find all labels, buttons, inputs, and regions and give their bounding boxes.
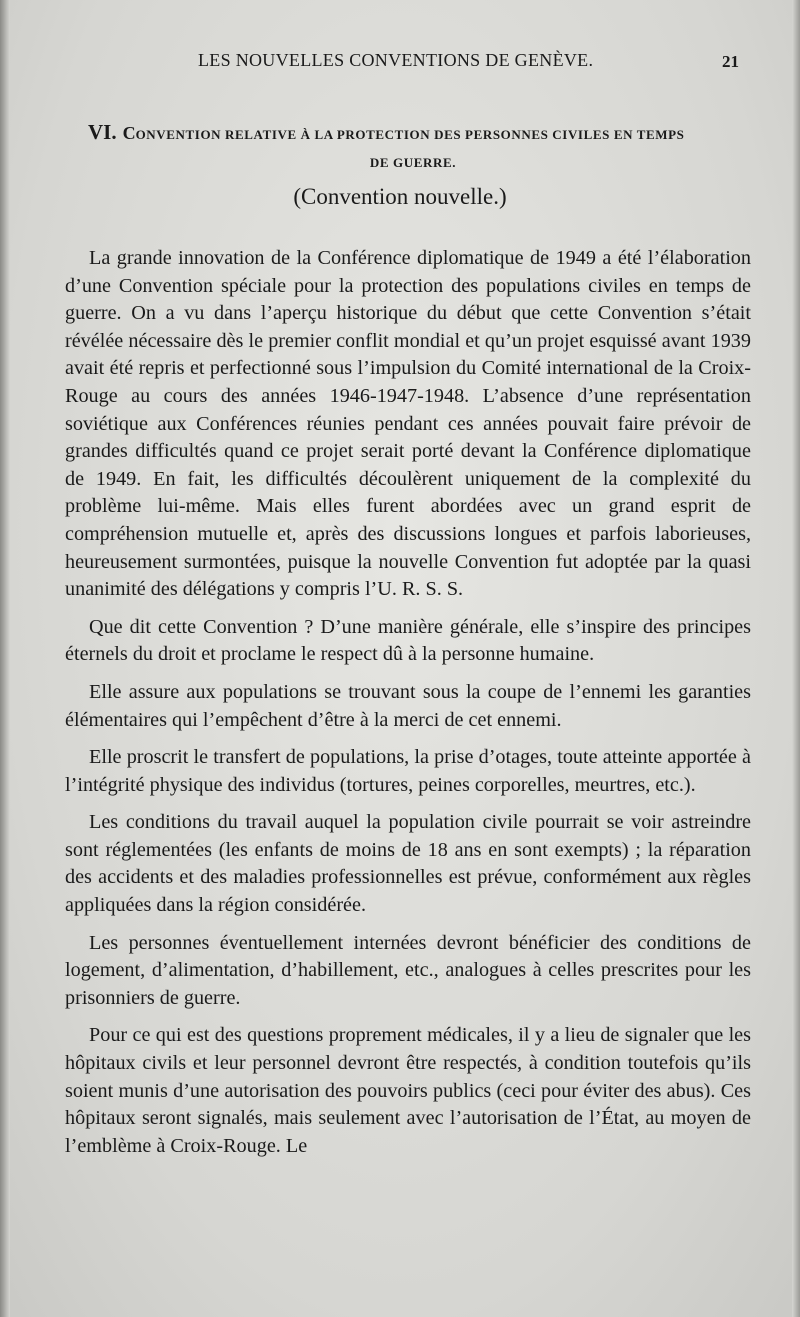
paragraph: La grande innovation de la Conférence diplomatique de 1949 a été l’élaboration d’une Convention spéciale pour la protection des populations civiles en temps de guerre. On a vu dans l’aperçu historique du début que cette Convention s’était révélée nécessaire dès le premier conflit mondial et qu’un projet esquissé avant 1939 avait été repris et perfectionné sous l’impulsion du Comité international de la Croix-Rouge au cours des années 1946-1947-1948. L’absence d’une représentation soviétique aux Conférences réunies pendant ces années pouvait faire prévoir de grandes difficultés quand ce projet serait porté devant la Conférence diplomatique de 1949. En fait, les difficultés découlèrent uniquement de la complexité du problème lui-même. Mais elles furent abordées avec un grand esprit de compréhension mutuelle et, après des discussions longues et parfois laborieuses, heureusement surmontées, puisque la nouvelle Convention fut adoptée par la quasi unanimité des délégations y compris l’U. R. S. S. (65, 247, 751, 601)
paragraph: Les conditions du travail auquel la population civile pourrait se voir astreindre sont réglementées (les enfants de moins de 18 ans en sont exempts) ; la réparation des accidents et des maladies professionnelles est prévue, conformément aux règles appliquées dans la région considérée. (65, 811, 751, 917)
paragraph: Les personnes éventuellement internées devront bénéficier des conditions de logement, d’alimentation, d’habillement, etc., analogues à celles prescrites pour les prisonniers de guerre. (65, 931, 751, 1009)
section-number: VI. (88, 120, 117, 144)
section-title-line1: ONVENTION RELATIVE À LA PROTECTION DES PERSONNES CIVILES EN TEMPS (135, 127, 685, 142)
body-text (65, 245, 751, 1170)
paragraph: Que dit cette Convention ? D’une manière générale, elle s’inspire des principes éternels du droit et proclame le respect dû à la personne humaine. (65, 615, 751, 666)
paragraph: Pour ce qui est des questions proprement médicales, il y a lieu de signaler que les hôpitaux civils et leur personnel devront être respectés, à condition toutefois qu’ils soient munis d’une autorisation des pouvoirs publics (ceci pour éviter des abus). Ces hôpitaux seront signalés, mais seulement avec l’autorisation de l’État, au moyen de l’emblème à Croix-Rouge. Le (65, 1024, 751, 1157)
page-number: 21 (722, 52, 739, 71)
paragraph: Elle assure aux populations se trouvant sous la coupe de l’ennemi les garanties élémentaires qui l’empêchent d’être à la merci de cet ennemi. (65, 680, 751, 731)
section-title-line2: DE GUERRE. (369, 155, 457, 170)
section-title (88, 118, 738, 177)
section-subtitle: (Convention nouvelle.) (293, 184, 507, 209)
section-title-initial: C (122, 123, 136, 143)
paragraph: Elle proscrit le transfert de populations, la prise d’otages, toute atteinte apportée à l’intégrité physique des individus (tortures, peines corporelles, meurtres, etc.). (65, 746, 751, 796)
running-header-title: LES NOUVELLES CONVENTIONS DE GENÈVE. (198, 50, 594, 70)
